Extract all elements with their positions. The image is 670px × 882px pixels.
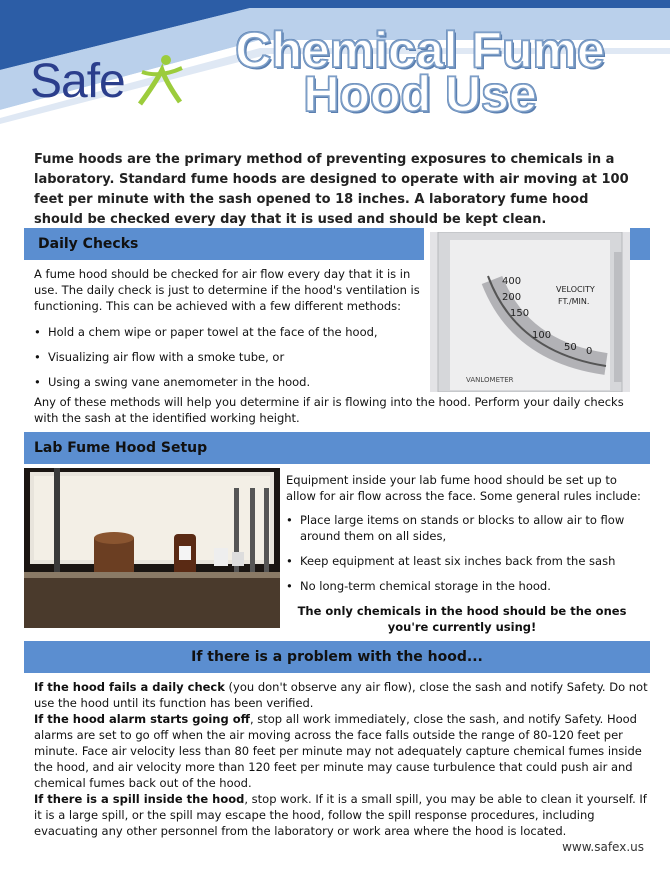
gauge-label: FT./MIN. [558, 297, 590, 306]
bullet-icon: • [286, 513, 293, 527]
bullet-icon: • [34, 375, 41, 389]
bullet-icon: • [34, 350, 41, 364]
daily-checks-paragraph: A fume hood should be checked for air flow every day that it is in use. The daily check is just to determine if the hood's ventilation is functioning. This can be achieved with a few different methods: [34, 267, 420, 313]
logo-x-icon [134, 50, 184, 110]
title-line-1: Chemical Fume [235, 22, 605, 78]
setup-heading: Lab Fume Hood Setup [24, 432, 650, 464]
problem-text: (you don't observe any air flow), close the sash and notify Safety. Do not use the hood until its function has been verified. [34, 680, 648, 710]
list-item [286, 512, 642, 544]
list-item-text: No long-term chemical storage in the hood. [300, 579, 551, 593]
setup-note: The only chemicals in the hood should be the ones you're currently using! [297, 604, 627, 634]
gauge-tick: 400 [502, 276, 522, 287]
problem-text: , stop work. If it is a small spill, you may be able to clean it yourself. If it is a large spill, or the spill may escape the hood, follow the spill response procedures, including evacuating any other personnel from the laboratory or work area where the hood is located. [34, 792, 647, 838]
safex-logo [24, 46, 184, 106]
setup-paragraph: Equipment inside your lab fume hood should be set up to allow for air flow across the face. Some general rules include: [286, 473, 641, 503]
list-item [34, 324, 426, 340]
heading-bar-extension [630, 228, 650, 260]
gauge-brand: VANLOMETER [466, 376, 514, 384]
fume-hood-photo [24, 468, 280, 628]
gauge-tick: 100 [532, 330, 552, 341]
bullet-icon: • [286, 579, 293, 593]
gauge-tick: 150 [510, 308, 530, 319]
list-item [34, 349, 426, 365]
bullet-icon: • [286, 554, 293, 568]
bullet-icon: • [34, 325, 41, 339]
problem-paragraph [34, 679, 648, 711]
problem-section [34, 679, 648, 839]
problem-paragraph [34, 791, 648, 839]
gauge-label: VELOCITY [556, 285, 595, 294]
list-item [286, 578, 642, 594]
gauge-tick: 0 [586, 346, 593, 357]
list-item [286, 553, 642, 569]
daily-checks-closing: Any of these methods will help you determine if air is flowing into the hood. Perform your daily checks with the sash at the identified working height. [34, 395, 624, 425]
anemometer-image [430, 232, 630, 392]
footer-url[interactable]: www.safex.us [562, 840, 644, 854]
list-item [34, 374, 426, 390]
daily-checks-list [34, 324, 426, 399]
list-item-text: Visualizing air flow with a smoke tube, or [48, 350, 285, 364]
intro-paragraph: Fume hoods are the primary method of preventing exposures to chemicals in a laboratory. Standard fume hoods are designed to operate with air moving at 100 feet per minute with the sash opened to 18 inches. A laboratory fume hood should be checked every day that it is used and should be kept clean. [34, 152, 629, 227]
problem-lead: If there is a spill inside the hood [34, 792, 245, 806]
page-title [200, 22, 640, 122]
gauge-tick: 200 [502, 292, 522, 303]
gauge-tick: 50 [564, 342, 577, 353]
header-banner [0, 0, 670, 140]
list-item-text: Using a swing vane anemometer in the hood. [48, 375, 311, 389]
setup-list [286, 512, 642, 603]
problem-heading: If there is a problem with the hood... [24, 641, 650, 673]
problem-paragraph [34, 711, 648, 791]
problem-lead: If the hood alarm starts going off [34, 712, 250, 726]
list-item-text: Hold a chem wipe or paper towel at the face of the hood, [48, 325, 378, 339]
problem-lead: If the hood fails a daily check [34, 680, 225, 694]
problem-text: , stop all work immediately, close the sash, and notify Safety. Hood alarms are set to go off when the air moving across the face falls outside the range of 80-120 feet per minute. Face air velocity less than 80 feet per minute may not adequately capture chemical fumes inside the hood, and air velocity more than 120 feet per minute may cause turbulence that could push air and chemical fumes back out of the hood. [34, 712, 642, 790]
title-line-2: Hood Use [303, 66, 537, 122]
list-item-text: Keep equipment at least six inches back from the sash [300, 554, 616, 568]
list-item-text: Place large items on stands or blocks to allow air to flow around them on all sides, [300, 513, 625, 543]
logo-text: Safe [30, 55, 125, 108]
daily-checks-heading: Daily Checks [24, 228, 424, 260]
